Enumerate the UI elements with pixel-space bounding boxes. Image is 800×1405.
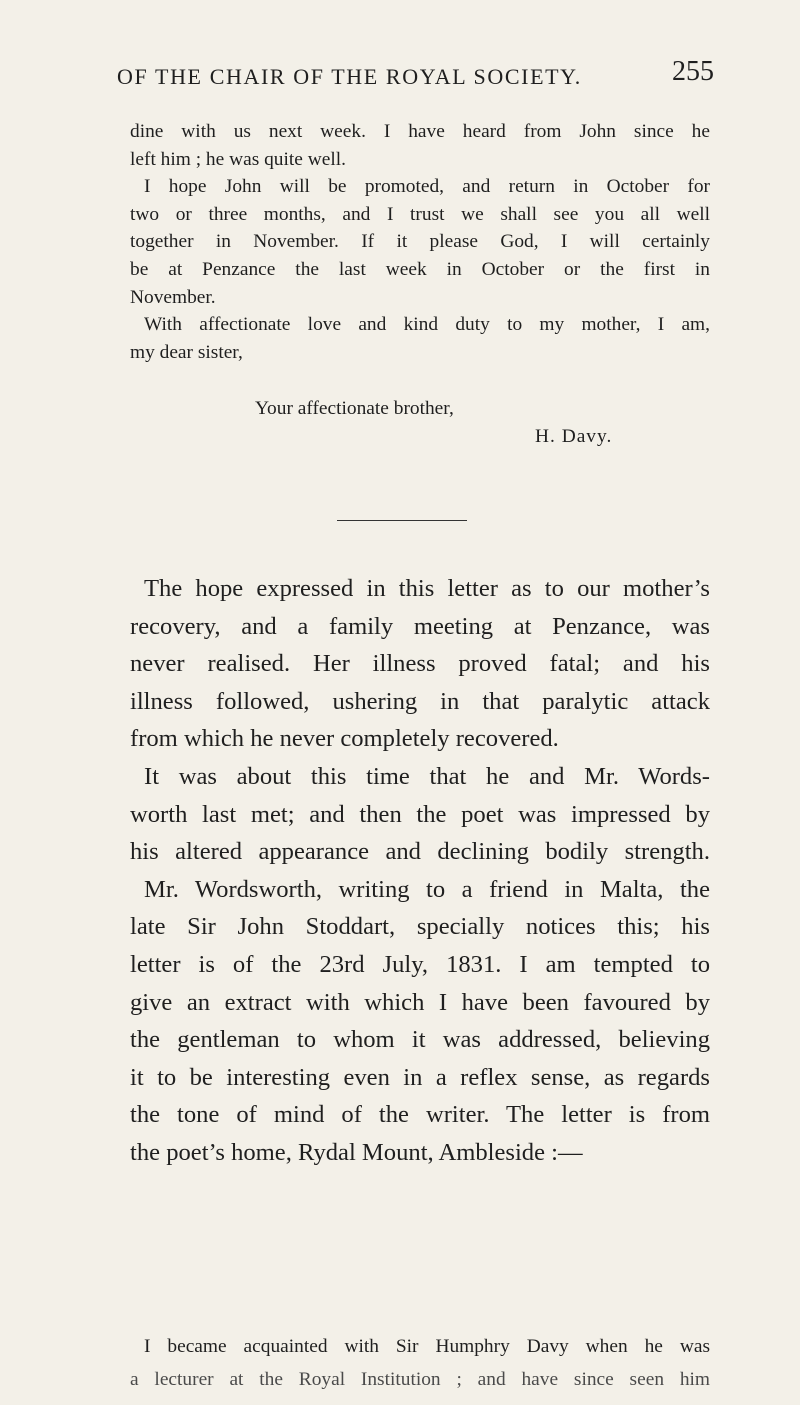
narrative-line: the tone of mind of the writer. The letter is from [130, 1101, 710, 1129]
letter-body [130, 118, 710, 366]
signature: H. Davy. [535, 426, 613, 447]
narrative-line: his altered appearance and declining bodily strength. [130, 838, 710, 866]
narrative-line: recovery, and a family meeting at Penzance, was [130, 612, 710, 640]
narrative-line: give an extract with which I have been favoured by [130, 988, 710, 1016]
closing-salutation: Your affectionate brother, [255, 398, 454, 419]
narrative-body [130, 570, 710, 1172]
letter-line: dine with us next week. I have heard from John since he [130, 121, 710, 142]
letter-line: November. [130, 286, 216, 308]
letter-line: left him ; he was quite well. [130, 148, 346, 170]
section-divider [337, 520, 467, 521]
narrative-line: the poet’s home, Rydal Mount, Ambleside :— [130, 1138, 583, 1166]
letter-line: my dear sister, [130, 341, 243, 363]
running-head: OF THE CHAIR OF THE ROYAL SOCIETY. [117, 64, 582, 89]
letter-line: With affectionate love and kind duty to my mother, I am, [144, 314, 710, 336]
extract-line: I became acquainted with Sir Humphry Davy when he was [144, 1336, 710, 1357]
letter-line: together in November. If it please God, I will certainly [130, 231, 710, 253]
page-number: 255 [672, 56, 714, 87]
narrative-line: the gentleman to whom it was addressed, believing [130, 1026, 710, 1054]
narrative-line: worth last met; and then the poet was impressed by [130, 800, 710, 828]
letter-line: I hope John will be promoted, and return in October for [144, 176, 710, 198]
narrative-line: from which he never completely recovered. [130, 725, 559, 753]
narrative-line: never realised. Her illness proved fatal; and his [130, 650, 710, 678]
page-header [117, 58, 714, 98]
narrative-line: letter is of the 23rd July, 1831. I am tempted to [130, 950, 710, 978]
narrative-line: illness followed, ushering in that paralytic attack [130, 687, 710, 715]
narrative-line: it to be interesting even in a reflex sense, as regards [130, 1063, 710, 1091]
narrative-line: The hope expressed in this letter as to our mother’s [144, 575, 710, 602]
letter-line: be at Penzance the last week in October or the first in [130, 258, 710, 280]
narrative-line: Mr. Wordsworth, writing to a friend in Malta, the [144, 875, 710, 903]
narrative-line: It was about this time that he and Mr. Words- [144, 762, 710, 790]
extract-body [130, 1330, 710, 1396]
letter-line: two or three months, and I trust we shall see you all well [130, 203, 710, 225]
narrative-line: late Sir John Stoddart, specially notices this; his [130, 913, 710, 941]
extract-line: a lecturer at the Royal Institution ; and have since seen him [130, 1369, 710, 1390]
